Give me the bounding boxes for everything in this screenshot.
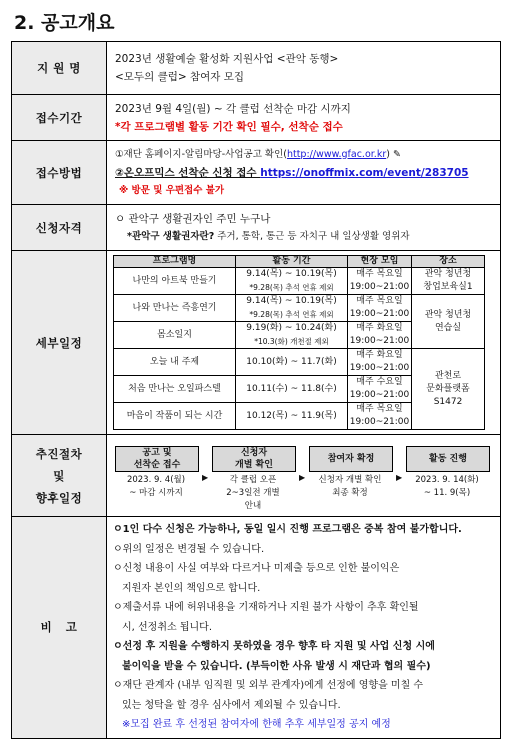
method-line2-prefix: ②온오프믹스 선착순 신청 접수 bbox=[115, 166, 261, 179]
program-period: 10.12(목) ~ 11.9(목) bbox=[236, 403, 348, 430]
overview-table bbox=[11, 41, 501, 739]
step-detail: 2023. 9. 14(화) ~ 11. 9(목) bbox=[415, 474, 479, 498]
gfac-link[interactable]: http://www.gfac.or.kr bbox=[286, 148, 387, 160]
remark-line: ※모집 완료 후 선정된 참여자에 한해 추후 세부일정 공지 예정 bbox=[122, 719, 391, 730]
support-name-line1: 2023년 생활예술 활성화 지원사업 <관악 동행> bbox=[115, 53, 339, 65]
place-1-line1: 관악 청년청 bbox=[424, 269, 472, 279]
remark-line: ㅇ신청 내용이 사실 여부와 다르거나 미제출 등으로 인한 불이익은 bbox=[113, 563, 400, 574]
meeting-day: 매주 화요일 bbox=[356, 323, 403, 333]
table-row bbox=[114, 268, 485, 295]
method-line3: ※ 방문 및 우편접수 불가 bbox=[119, 184, 225, 196]
place-1-line2: 창업보육실1 bbox=[423, 282, 473, 292]
table-row bbox=[114, 295, 485, 322]
meeting-day: 매주 목요일 bbox=[356, 269, 403, 279]
period-line1: 2023년 9월 4일(월) ~ 각 클럽 선착순 마감 시까지 bbox=[115, 102, 351, 115]
eligibility-answer: 주거, 통학, 통근 등 자치구 내 일상생활 영위자 bbox=[214, 230, 410, 242]
place-2-line1: 관악 청년청 bbox=[424, 309, 472, 320]
row-schedule bbox=[12, 251, 501, 435]
col-meeting: 현장 모임 bbox=[348, 256, 412, 268]
meeting-time: 19:00~21:00 bbox=[349, 363, 410, 373]
meeting-time: 19:00~21:00 bbox=[349, 417, 410, 427]
label-support-name: 지 원 명 bbox=[12, 42, 107, 95]
program-name: 나와 만나는 즉흥연기 bbox=[114, 295, 236, 322]
label-eligibility: 신청자격 bbox=[12, 205, 107, 251]
program-name: 몸소일지 bbox=[114, 322, 236, 349]
table-row bbox=[114, 349, 485, 376]
row-period bbox=[12, 95, 501, 141]
remarks-list bbox=[107, 517, 500, 738]
process-flow bbox=[107, 440, 500, 512]
program-period: 9.19(화) ~ 10.24(화) bbox=[246, 323, 337, 333]
col-place: 장소 bbox=[412, 256, 485, 268]
arrow-icon: ▶ bbox=[299, 472, 306, 482]
step-detail: 신청자 개별 확인 최종 확정 bbox=[318, 474, 382, 498]
place-3-line1: 관천로 bbox=[434, 370, 462, 381]
program-note: *9.28(목) 추석 연휴 제외 bbox=[249, 310, 334, 319]
eligibility-question: *관악구 생활권자란? bbox=[127, 230, 215, 242]
row-support-name bbox=[12, 42, 501, 95]
row-process bbox=[12, 435, 501, 517]
col-program: 프로그램명 bbox=[114, 256, 236, 268]
step-box: 참여자 확정 bbox=[309, 446, 393, 472]
label-period: 접수기간 bbox=[12, 95, 107, 141]
meeting-time: 19:00~21:00 bbox=[349, 390, 410, 400]
remark-line: ㅇ선정 후 지원을 수행하지 못하였을 경우 향후 타 지원 및 사업 신청 시에 bbox=[113, 641, 435, 652]
label-process-l2: 및 bbox=[53, 468, 65, 483]
row-method bbox=[12, 141, 501, 205]
meeting-day: 매주 수요일 bbox=[356, 377, 403, 387]
program-name: 마음이 작품이 되는 시간 bbox=[114, 403, 236, 430]
step-box: 활동 진행 bbox=[406, 446, 490, 472]
program-note: *10.3(화) 개천절 제외 bbox=[254, 337, 329, 346]
place-2-line2: 연습실 bbox=[434, 322, 462, 333]
period-line2: *각 프로그램별 활동 기간 확인 필수, 선착순 접수 bbox=[115, 120, 343, 133]
method-line1-prefix: ①재단 홈페이지-알림마당-사업공고 확인( bbox=[115, 148, 287, 160]
arrow-icon: ▶ bbox=[202, 472, 209, 482]
col-period: 활동 기간 bbox=[236, 256, 348, 268]
row-remarks bbox=[12, 517, 501, 739]
label-process-l1: 추진절차 bbox=[35, 446, 83, 461]
program-period: 9.14(목) ~ 10.19(목) bbox=[246, 269, 337, 279]
program-note: *9.28(목) 추석 연휴 제외 bbox=[249, 283, 334, 292]
meeting-time: 19:00~21:00 bbox=[349, 282, 410, 292]
remark-line: ㅇ1인 다수 신청은 가능하나, 동일 일시 진행 프로그램은 중복 참여 불가합니다. bbox=[113, 524, 462, 535]
section-heading: 2. 공고개요 bbox=[14, 12, 115, 34]
program-period: 10.10(화) ~ 11.7(화) bbox=[236, 349, 348, 376]
remark-line: ㅇ제출서류 내에 허위내용을 기재하거나 지원 불가 사항이 추후 확인될 bbox=[113, 602, 419, 613]
remark-line: ㅇ재단 관계자 (내부 임직원 및 외부 관계자)에게 선정에 영향을 미칠 수 bbox=[113, 680, 424, 691]
label-schedule: 세부일정 bbox=[12, 251, 107, 435]
program-period: 9.14(목) ~ 10.19(목) bbox=[246, 296, 337, 306]
label-process-l3: 향후일정 bbox=[35, 490, 83, 505]
meeting-day: 매주 화요일 bbox=[356, 350, 403, 360]
step-detail: 각 클럽 오픈 2~3일전 개별 안내 bbox=[226, 474, 280, 511]
program-name: 처음 만나는 오일파스텔 bbox=[114, 376, 236, 403]
step-box: 신청자 개별 확인 bbox=[212, 446, 296, 472]
program-name: 오늘 내 주제 bbox=[114, 349, 236, 376]
step-box: 공고 및 선착순 접수 bbox=[115, 446, 199, 472]
eligibility-line1: ㅇ 관악구 생활권자인 주민 누구나 bbox=[115, 212, 271, 225]
meeting-time: 19:00~21:00 bbox=[349, 309, 410, 319]
remark-line: 지원자 본인의 책임으로 합니다. bbox=[122, 582, 261, 594]
remark-line: 시, 선정취소 됩니다. bbox=[122, 621, 212, 633]
support-name-line2: <모두의 클럽> 참여자 모집 bbox=[115, 71, 245, 83]
label-remarks: 비 고 bbox=[12, 517, 107, 739]
program-period: 10.11(수) ~ 11.8(수) bbox=[236, 376, 348, 403]
place-3-line2: 문화플랫폼 bbox=[426, 383, 470, 394]
meeting-time: 19:00~21:00 bbox=[349, 336, 410, 346]
row-eligibility bbox=[12, 205, 501, 251]
arrow-icon: ▶ bbox=[396, 472, 403, 482]
onoffmix-link[interactable]: https://onoffmix.com/event/283705 bbox=[260, 166, 469, 179]
label-method: 접수방법 bbox=[12, 141, 107, 205]
program-name: 나만의 아트북 만들기 bbox=[114, 268, 236, 295]
remark-line: 불이익을 받을 수 있습니다. (부득이한 사유 발생 시 재단과 협의 필수) bbox=[122, 660, 431, 672]
step-detail: 2023. 9. 4(월) ~ 마감 시까지 bbox=[126, 474, 186, 498]
remark-line: 있는 청탁을 할 경우 심사에서 제외될 수 있습니다. bbox=[122, 699, 341, 711]
method-line1-suffix: ) ✎ bbox=[386, 148, 401, 160]
place-3-line3: S1472 bbox=[433, 396, 463, 407]
meeting-day: 매주 목요일 bbox=[356, 404, 403, 414]
schedule-table bbox=[113, 255, 485, 430]
remark-line: ㅇ위의 일정은 변경될 수 있습니다. bbox=[113, 543, 265, 555]
meeting-day: 매주 목요일 bbox=[356, 296, 403, 306]
